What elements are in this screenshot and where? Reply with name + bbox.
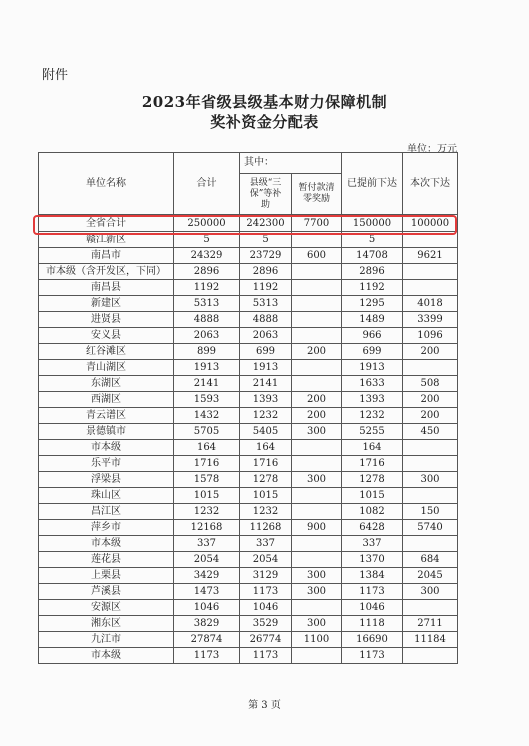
table-row [39,472,458,488]
table-row [39,248,458,264]
cell-three-guarantees: 1173 [240,648,292,664]
cell-this-time: 200 [403,408,458,424]
cell-three-guarantees: 1046 [240,600,292,616]
cell-this-time: 508 [403,376,458,392]
cell-unit-name: 九江市 [39,632,174,648]
cell-this-time [403,488,458,504]
cell-temp-fund: 900 [292,520,342,536]
cell-total: 1192 [174,280,240,296]
cell-total: 2063 [174,328,240,344]
cell-this-time: 1096 [403,328,458,344]
cell-this-time [403,360,458,376]
cell-three-guarantees: 1232 [240,408,292,424]
cell-total: 3829 [174,616,240,632]
table-row [39,520,458,536]
header-temp-fund: 暂付款清零奖励 [292,174,342,215]
cell-three-guarantees: 1192 [240,280,292,296]
cell-unit-name: 昌江区 [39,504,174,520]
cell-temp-fund [292,328,342,344]
cell-three-guarantees: 1173 [240,584,292,600]
cell-unit-name: 珠山区 [39,488,174,504]
page-title-line2: 奖补资金分配表 [210,113,319,131]
cell-this-time: 3399 [403,312,458,328]
table-row [39,296,458,312]
table-row [39,344,458,360]
cell-issued: 16690 [342,632,403,648]
table-row [39,392,458,408]
cell-issued: 1295 [342,296,403,312]
cell-temp-fund: 300 [292,616,342,632]
cell-this-time: 5740 [403,520,458,536]
header-total: 合计 [174,153,240,215]
cell-temp-fund [292,536,342,552]
cell-total: 1913 [174,360,240,376]
cell-total: 250000 [174,215,240,232]
cell-issued: 1278 [342,472,403,488]
cell-this-time [403,648,458,664]
table-row [39,536,458,552]
table-row [39,264,458,280]
attachment-label: 附件 [42,68,69,83]
cell-temp-fund [292,456,342,472]
cell-temp-fund [292,600,342,616]
cell-this-time [403,232,458,248]
cell-issued: 5255 [342,424,403,440]
cell-issued: 1393 [342,392,403,408]
cell-temp-fund [292,264,342,280]
cell-this-time: 9621 [403,248,458,264]
header-of-which: 其中： [240,153,342,174]
cell-issued: 1173 [342,648,403,664]
allocation-table [38,152,458,664]
table-row [39,376,458,392]
cell-temp-fund [292,504,342,520]
cell-temp-fund: 200 [292,344,342,360]
cell-temp-fund: 7700 [292,215,342,232]
cell-unit-name: 芦溪县 [39,584,174,600]
cell-unit-name: 进贤县 [39,312,174,328]
table-row [39,312,458,328]
table-row [39,504,458,520]
cell-issued: 966 [342,328,403,344]
cell-total: 1232 [174,504,240,520]
cell-total: 1716 [174,456,240,472]
cell-three-guarantees: 242300 [240,215,292,232]
cell-total: 5313 [174,296,240,312]
cell-unit-name: 南昌市 [39,248,174,264]
cell-this-time: 11184 [403,632,458,648]
cell-unit-name: 景德镇市 [39,424,174,440]
cell-unit-name: 新建区 [39,296,174,312]
cell-total: 12168 [174,520,240,536]
cell-unit-name: 市本级 [39,440,174,456]
page-title-line1: 2023年省级县级基本财力保障机制 [141,93,388,111]
cell-issued: 337 [342,536,403,552]
cell-temp-fund [292,552,342,568]
table-row [39,632,458,648]
header-three-guarantees: 县级“三保”等补助 [240,174,292,215]
cell-three-guarantees: 1393 [240,392,292,408]
cell-three-guarantees: 2063 [240,328,292,344]
cell-temp-fund [292,440,342,456]
cell-issued: 1370 [342,552,403,568]
cell-this-time: 100000 [403,215,458,232]
cell-three-guarantees: 4888 [240,312,292,328]
cell-unit-name: 全省合计 [39,215,174,232]
cell-unit-name: 赣江新区 [39,232,174,248]
cell-issued: 1716 [342,456,403,472]
table-row [39,488,458,504]
cell-total: 1593 [174,392,240,408]
cell-this-time [403,440,458,456]
table-row [39,616,458,632]
cell-total: 1473 [174,584,240,600]
header-this-time: 本次下达 [403,153,458,215]
cell-three-guarantees: 11268 [240,520,292,536]
cell-total: 27874 [174,632,240,648]
cell-unit-name: 东湖区 [39,376,174,392]
cell-this-time: 300 [403,472,458,488]
cell-temp-fund: 200 [292,408,342,424]
cell-three-guarantees: 2054 [240,552,292,568]
cell-unit-name: 莲花县 [39,552,174,568]
cell-temp-fund: 600 [292,248,342,264]
cell-unit-name: 萍乡市 [39,520,174,536]
cell-total: 1578 [174,472,240,488]
cell-temp-fund [292,296,342,312]
cell-three-guarantees: 1278 [240,472,292,488]
cell-temp-fund [292,488,342,504]
cell-this-time: 684 [403,552,458,568]
table-row [39,280,458,296]
cell-total: 2054 [174,552,240,568]
cell-issued: 1232 [342,408,403,424]
cell-temp-fund [292,232,342,248]
cell-three-guarantees: 5 [240,232,292,248]
cell-total: 4888 [174,312,240,328]
cell-unit-name: 市本级（含开发区，下同） [39,264,174,280]
cell-three-guarantees: 3129 [240,568,292,584]
cell-this-time: 2045 [403,568,458,584]
cell-this-time: 300 [403,584,458,600]
cell-three-guarantees: 26774 [240,632,292,648]
table-row [39,424,458,440]
cell-this-time [403,456,458,472]
cell-unit-name: 安义县 [39,328,174,344]
cell-three-guarantees: 1716 [240,456,292,472]
table-row [39,328,458,344]
unit-label: 单位：万元 [407,144,457,155]
cell-temp-fund [292,376,342,392]
cell-three-guarantees: 5313 [240,296,292,312]
table-body [39,215,458,664]
table-row [39,360,458,376]
cell-this-time [403,280,458,296]
cell-issued: 1046 [342,600,403,616]
cell-unit-name: 湘东区 [39,616,174,632]
cell-unit-name: 红谷滩区 [39,344,174,360]
cell-unit-name: 西湖区 [39,392,174,408]
cell-issued: 1913 [342,360,403,376]
cell-total: 1046 [174,600,240,616]
cell-this-time: 4018 [403,296,458,312]
cell-total: 2896 [174,264,240,280]
cell-temp-fund: 300 [292,584,342,600]
cell-this-time: 2711 [403,616,458,632]
cell-three-guarantees: 1015 [240,488,292,504]
cell-temp-fund: 1100 [292,632,342,648]
table-row [39,440,458,456]
cell-temp-fund: 300 [292,472,342,488]
cell-total: 899 [174,344,240,360]
cell-issued: 1384 [342,568,403,584]
cell-this-time: 450 [403,424,458,440]
table-row [39,648,458,664]
cell-temp-fund [292,648,342,664]
cell-unit-name: 市本级 [39,648,174,664]
cell-three-guarantees: 164 [240,440,292,456]
cell-total: 5 [174,232,240,248]
cell-unit-name: 乐平市 [39,456,174,472]
cell-temp-fund: 200 [292,392,342,408]
cell-this-time: 200 [403,344,458,360]
cell-three-guarantees: 1913 [240,360,292,376]
cell-three-guarantees: 337 [240,536,292,552]
cell-total: 164 [174,440,240,456]
cell-three-guarantees: 23729 [240,248,292,264]
cell-three-guarantees: 5405 [240,424,292,440]
cell-unit-name: 青云谱区 [39,408,174,424]
cell-three-guarantees: 2141 [240,376,292,392]
cell-issued: 1118 [342,616,403,632]
cell-issued: 6428 [342,520,403,536]
cell-this-time [403,600,458,616]
cell-this-time [403,536,458,552]
table-row [39,552,458,568]
table-row [39,568,458,584]
header-unit-name: 单位名称 [39,153,174,215]
cell-issued: 1192 [342,280,403,296]
cell-unit-name: 青山湖区 [39,360,174,376]
cell-three-guarantees: 1232 [240,504,292,520]
table-row [39,600,458,616]
page-number: 第 3 页 [248,700,281,711]
cell-temp-fund [292,280,342,296]
cell-total: 2141 [174,376,240,392]
cell-issued: 5 [342,232,403,248]
cell-unit-name: 市本级 [39,536,174,552]
cell-issued: 1489 [342,312,403,328]
cell-issued: 2896 [342,264,403,280]
cell-this-time [403,264,458,280]
header-issued: 已提前下达 [342,153,403,215]
table-row [39,232,458,248]
cell-temp-fund: 300 [292,568,342,584]
cell-three-guarantees: 699 [240,344,292,360]
cell-three-guarantees: 3529 [240,616,292,632]
cell-issued: 1173 [342,584,403,600]
cell-total: 5705 [174,424,240,440]
cell-issued: 164 [342,440,403,456]
cell-total: 1432 [174,408,240,424]
cell-issued: 1082 [342,504,403,520]
cell-issued: 1633 [342,376,403,392]
cell-unit-name: 南昌县 [39,280,174,296]
cell-issued: 14708 [342,248,403,264]
cell-temp-fund [292,360,342,376]
cell-total: 1015 [174,488,240,504]
cell-total: 24329 [174,248,240,264]
table-row [39,215,458,232]
cell-unit-name: 上栗县 [39,568,174,584]
cell-temp-fund: 300 [292,424,342,440]
cell-this-time: 150 [403,504,458,520]
cell-this-time: 200 [403,392,458,408]
cell-unit-name: 浮梁县 [39,472,174,488]
cell-unit-name: 安源区 [39,600,174,616]
table-row [39,584,458,600]
cell-issued: 150000 [342,215,403,232]
table-row [39,456,458,472]
cell-issued: 699 [342,344,403,360]
cell-total: 3429 [174,568,240,584]
cell-three-guarantees: 2896 [240,264,292,280]
cell-total: 1173 [174,648,240,664]
cell-issued: 1015 [342,488,403,504]
table-row [39,408,458,424]
cell-temp-fund [292,312,342,328]
cell-total: 337 [174,536,240,552]
